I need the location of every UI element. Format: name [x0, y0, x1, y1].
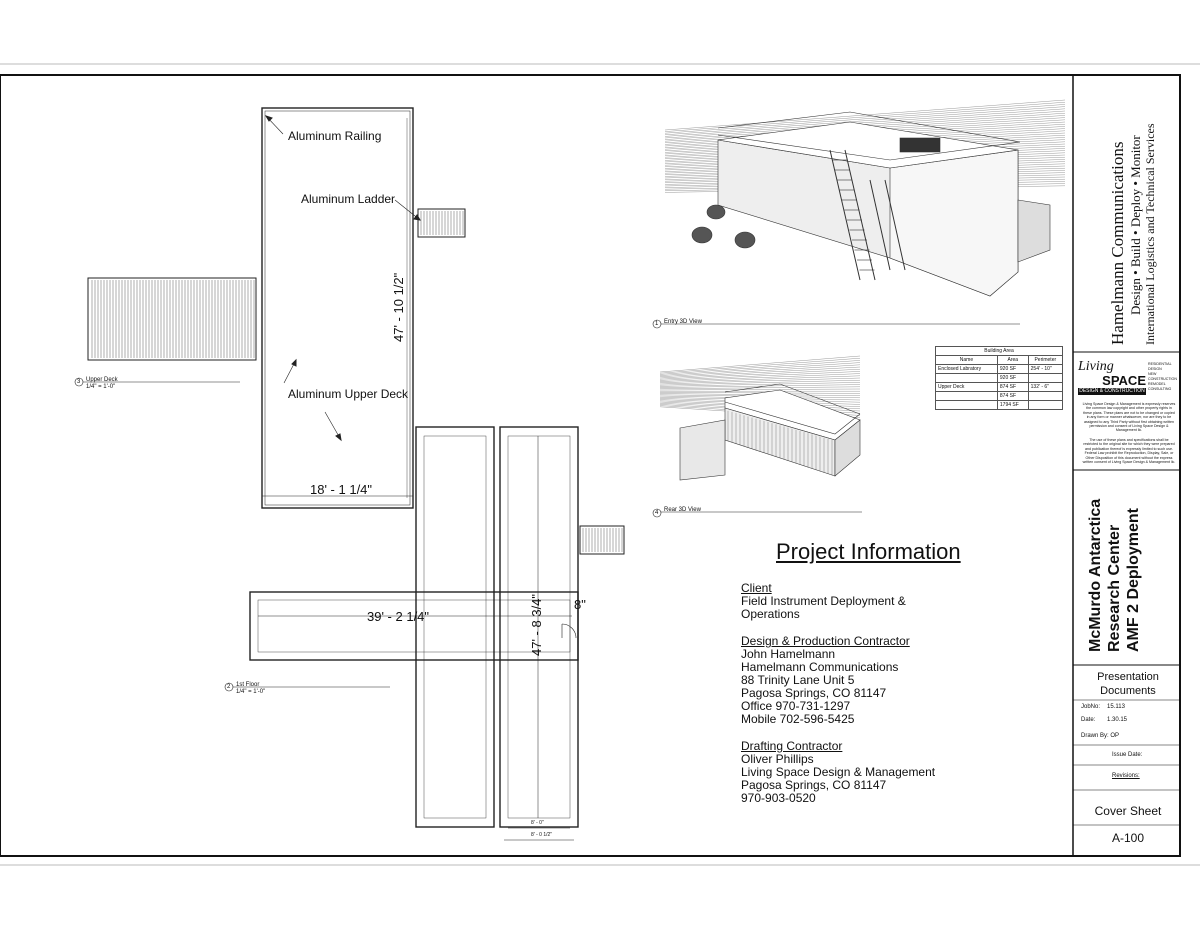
area-cell-name: Upper Deck [936, 383, 998, 392]
drafting-heading: Drafting Contractor [741, 739, 843, 753]
area-row [936, 383, 1063, 392]
first-floor-view-title: 1st Floor [236, 682, 260, 688]
logo-side-item: RESIDENTIAL [1148, 362, 1172, 366]
logo-side-item: NEW [1148, 372, 1157, 376]
drafting-line-2: Living Space Design & Management [741, 765, 936, 779]
floor-width-dim: 39' - 2 1/4" [367, 609, 430, 624]
area-cell-perimeter [1028, 401, 1062, 410]
floor-length-dim: 47' - 8 3/4" [529, 593, 544, 656]
area-cell-perimeter: 254' - 10" [1028, 365, 1062, 374]
company-name: Hamelmann Communications [1108, 141, 1127, 345]
sheet-title: Cover Sheet [1094, 804, 1162, 818]
floor-small-dim: 8" [574, 597, 586, 612]
design-line-4: Pagosa Springs, CO 81147 [741, 686, 887, 700]
job-label: JobNo: [1081, 704, 1101, 710]
rear-3d-render [660, 356, 860, 480]
drafting-line-3: Pagosa Springs, CO 81147 [741, 778, 887, 792]
living-space-logo [1078, 360, 1146, 398]
job-value: 15.113 [1107, 704, 1125, 710]
design-heading: Design & Production Contractor [741, 634, 910, 648]
usage-note: The use of these plans and specifications shall be restricted to the original site for which they were prepared and publication thereof is expressly limited to such use. Federal Law prohibit the Reproduction, Display, Sale, or Other Disposition of this document without the express written consent of Living Space Design & Management llc. [1082, 438, 1176, 465]
design-line-2: Hamelmann Communications [741, 660, 899, 674]
area-cell-area: 874 SF [997, 392, 1028, 401]
logo-side-item: REMODEL [1148, 382, 1166, 386]
building-area-table [935, 346, 1063, 410]
revisions-label: Revisions: [1112, 773, 1140, 779]
bottom-inner-dim: 8' - 0" [531, 820, 544, 826]
drafting-line-1: Oliver Phillips [741, 752, 814, 766]
logo-sub: DESIGN & CONSTRUCTION [1079, 388, 1145, 394]
area-cell-area: 920 SF [997, 374, 1028, 383]
company-tagline: Design • Build • Deploy • Monitor [1128, 135, 1143, 315]
bottom-outer-dim: 8' - 0 1/2" [531, 832, 553, 838]
area-cell-name [936, 392, 998, 401]
logo-side-list [1148, 362, 1176, 392]
issue-date-label: Issue Date: [1112, 752, 1143, 758]
design-line-5: Office 970-731-1297 [741, 699, 851, 713]
first-floor-view-num: 2 [227, 684, 231, 690]
drawn-by: Drawn By: OP [1081, 733, 1120, 739]
company-services: International Logistics and Technical Services [1143, 123, 1157, 345]
project-line-3: AMF 2 Deployment [1125, 507, 1142, 652]
design-line-3: 88 Trinity Lane Unit 5 [741, 673, 855, 687]
area-header-perimeter: Perimeter [1028, 356, 1062, 365]
logo-side-item: CONSULTING [1148, 387, 1172, 391]
project-info-block [741, 581, 1061, 805]
area-cell-perimeter: 132' - 6" [1028, 383, 1062, 392]
area-cell-name [936, 401, 998, 410]
date-value: 1.30.15 [1107, 717, 1128, 723]
drafting-line-4: 970-903-0520 [741, 791, 816, 805]
first-floor-plan [250, 427, 624, 840]
document-type: Presentation Documents [1097, 671, 1159, 697]
project-info-title: Project Information [776, 539, 961, 564]
project-name [1086, 499, 1143, 652]
client-heading: Client [741, 581, 772, 595]
date-label: Date: [1081, 717, 1096, 723]
area-cell-area: 920 SF [997, 365, 1028, 374]
ladder-note: Aluminum Ladder [301, 192, 396, 206]
project-line-1: McMurdo Antarctica [1087, 498, 1104, 652]
copyright-note: Living Space Design & Management is expressly reserves the common law copyright and other property rights in these plans. These plans are not to be changed or copied in any form or manner whatsoever, nor are they to be assigned to any Third Party without first obtaining written permission and consent of Living Space Design & Management llc. [1082, 402, 1176, 433]
first-floor-view-scale: 1/4" = 1'-0" [236, 689, 266, 695]
area-cell-name [936, 374, 998, 383]
area-cell-perimeter [1028, 374, 1062, 383]
railing-note: Aluminum Railing [288, 129, 382, 143]
area-header-name: Name [936, 356, 998, 365]
entry-view-title: Entry 3D View [664, 319, 702, 325]
entry-view-num: 1 [655, 321, 659, 327]
area-cell-area: 874 SF [997, 383, 1028, 392]
area-header-area: Area [997, 356, 1028, 365]
area-cell-perimeter [1028, 392, 1062, 401]
area-cell-name: Enclosed Labratory [936, 365, 998, 374]
entry-3d-render [665, 100, 1065, 296]
upper-length-dim: 47' - 10 1/2" [391, 272, 406, 342]
design-line-6: Mobile 702-596-5425 [741, 712, 855, 726]
client-line-2: Operations [741, 607, 800, 621]
area-row [936, 401, 1063, 410]
project-line-2: Research Center [1106, 524, 1123, 652]
logo-word1: Living [1078, 359, 1114, 374]
logo-side-item: DESIGN [1148, 367, 1162, 371]
logo-word2: SPACE [1102, 373, 1146, 388]
sheet-number: A-100 [1111, 831, 1145, 845]
area-row [936, 392, 1063, 401]
upper-deck-view-num: 3 [77, 379, 81, 385]
design-line-1: John Hamelmann [741, 647, 836, 661]
area-row [936, 365, 1063, 374]
client-line-1: Field Instrument Deployment & [741, 594, 906, 608]
logo-side-item: CONSTRUCTION [1148, 377, 1177, 381]
upper-width-dim: 18' - 1 1/4" [310, 482, 373, 497]
upper-deck-view-title: Upper Deck [86, 377, 118, 383]
upper-deck-note: Aluminum Upper Deck [288, 387, 409, 401]
upper-deck-view-scale: 1/4" = 1'-0" [86, 384, 116, 390]
area-row [936, 374, 1063, 383]
rear-view-title: Rear 3D View [664, 507, 701, 513]
area-cell-area: 1794 SF [997, 401, 1028, 410]
area-table-title: Building Area [936, 347, 1063, 356]
rear-view-num: 4 [655, 510, 659, 516]
upper-deck-plan [88, 108, 465, 508]
